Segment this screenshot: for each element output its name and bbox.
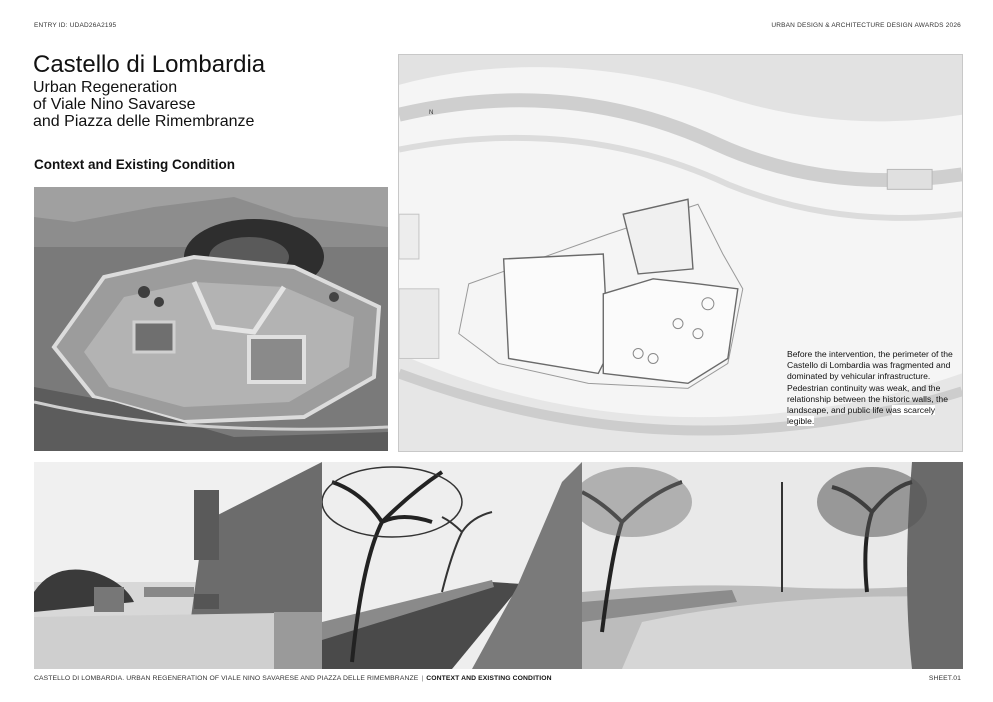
street-photo-castle-walls — [34, 462, 322, 669]
page-subtitle — [33, 79, 353, 130]
footer-project-title — [34, 675, 552, 682]
description-highlight: as scarcely legible. — [787, 405, 936, 427]
section-heading: Context and Existing Condition — [34, 157, 235, 172]
footer-separator: | — [421, 675, 424, 682]
subtitle-line: of Viale Nino Savarese — [33, 96, 196, 113]
subtitle-line: and Piazza delle Rimembranze — [33, 113, 255, 130]
sheet-number: SHEET.01 — [928, 675, 961, 682]
street-photo-tree-lined-road — [322, 462, 582, 669]
street-photo-piazza — [582, 462, 963, 669]
entry-id: ENTRY ID: UDAD26A2195 — [34, 22, 117, 29]
context-description — [787, 349, 959, 427]
awards-label: URBAN DESIGN & ARCHITECTURE DESIGN AWARDS 2026 — [771, 22, 961, 29]
page-title: Castello di Lombardia — [33, 51, 266, 78]
subtitle-line: Urban Regeneration — [33, 79, 178, 96]
aerial-photo — [34, 187, 388, 451]
north-label: N — [429, 110, 434, 116]
description-text: Before the intervention, the perimeter of the Castello di Lombardia was fragmented and dominated by vehicular infrastructure. Pedestrian continuity was weak, and the relationship between the historic walls, the landscape, and public life w — [787, 349, 953, 416]
footer-project: CASTELLO DI LOMBARDIA. URBAN REGENERATION OF VIALE NINO SAVARESE AND PIAZZA DELLE RIMEMBRANZE — [34, 675, 419, 682]
footer-section: CONTEXT AND EXISTING CONDITION — [426, 675, 552, 682]
